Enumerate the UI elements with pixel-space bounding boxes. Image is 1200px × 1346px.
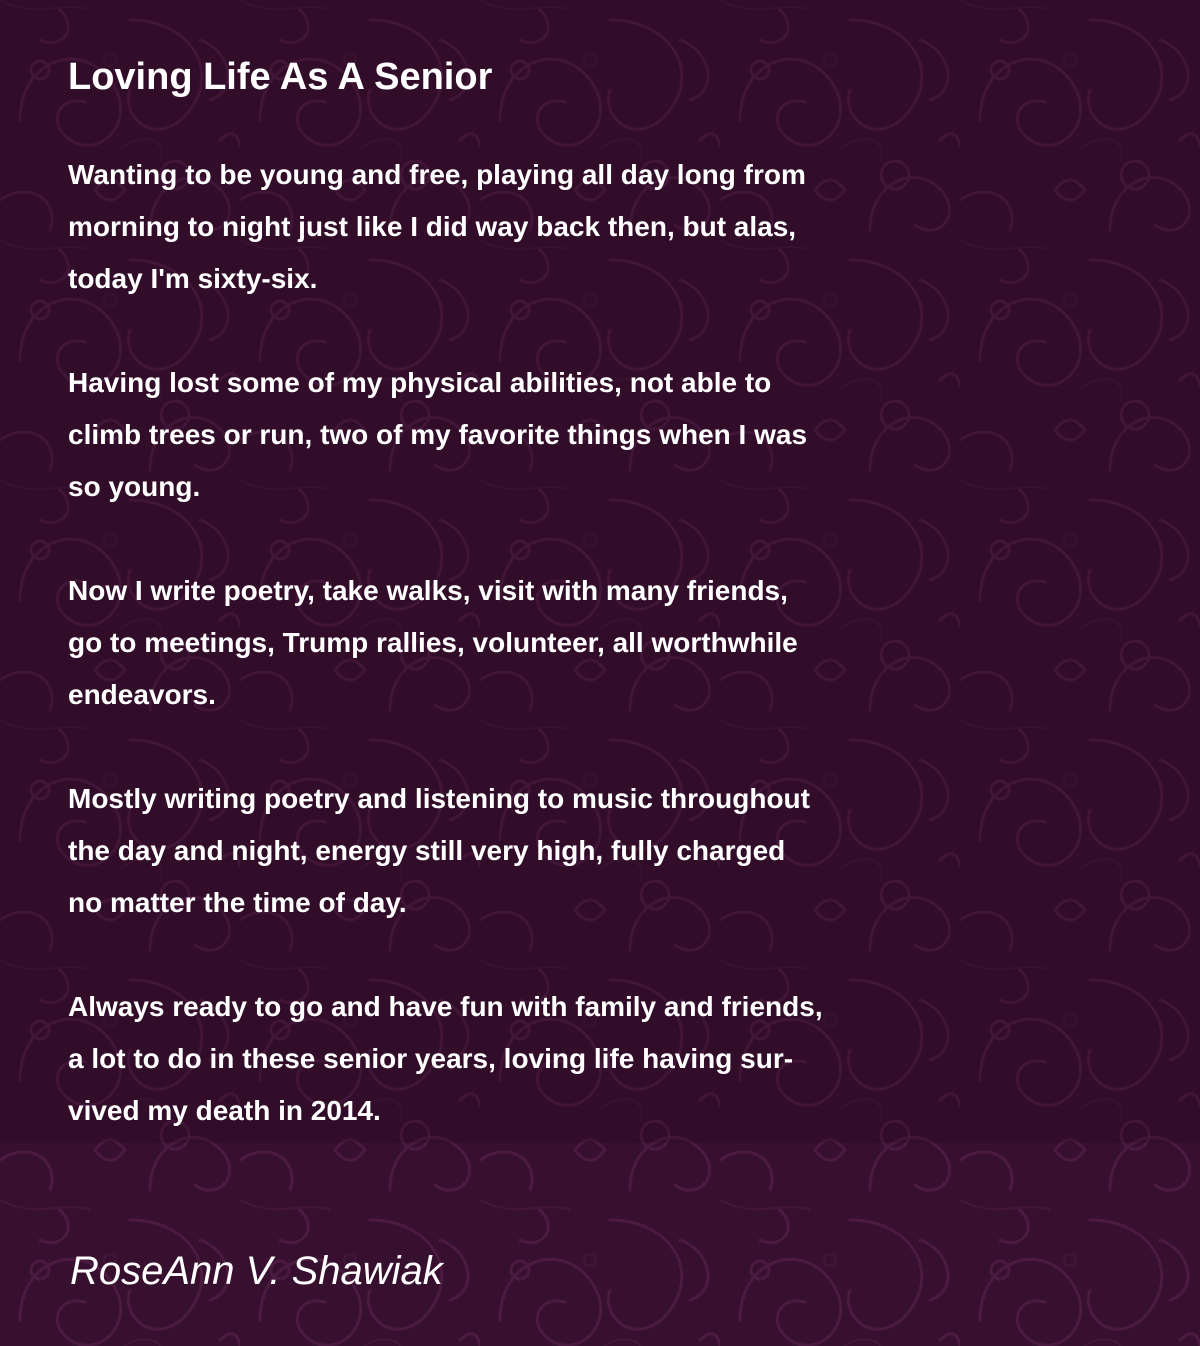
poem-line: a lot to do in these senior years, loving life having sur- (68, 1043, 794, 1074)
poem-stanza (68, 149, 968, 305)
poem-line: Having lost some of my physical abilities, not able to (68, 367, 772, 398)
poem-line: today I'm sixty-six. (68, 263, 318, 294)
poem-line: Mostly writing poetry and listening to music throughout (68, 783, 810, 814)
poem-line: go to meetings, Trump rallies, volunteer, all worthwhile (68, 627, 798, 658)
poem-title: Loving Life As A Senior (68, 56, 493, 98)
poem-line: morning to night just like I did way back then, but alas, (68, 211, 797, 242)
poem-line: no matter the time of day. (68, 887, 407, 918)
poem-line: the day and night, energy still very high, fully charged (68, 835, 786, 866)
poem-author: RoseAnn V. Shawiak (70, 1249, 443, 1293)
poem-line: climb trees or run, two of my favorite things when I was (68, 419, 808, 450)
poem-line: endeavors. (68, 679, 216, 710)
poem-line: Wanting to be young and free, playing all day long from (68, 159, 806, 190)
poem-line: Now I write poetry, take walks, visit with many friends, (68, 575, 788, 606)
poem-line: Always ready to go and have fun with family and friends, (68, 991, 823, 1022)
poem-stanza (68, 357, 968, 513)
poem-stanza (68, 773, 968, 929)
poem-stanza (68, 981, 968, 1137)
poem-line: so young. (68, 471, 201, 502)
poem-stanza (68, 565, 968, 721)
poem-line: vived my death in 2014. (68, 1095, 381, 1126)
